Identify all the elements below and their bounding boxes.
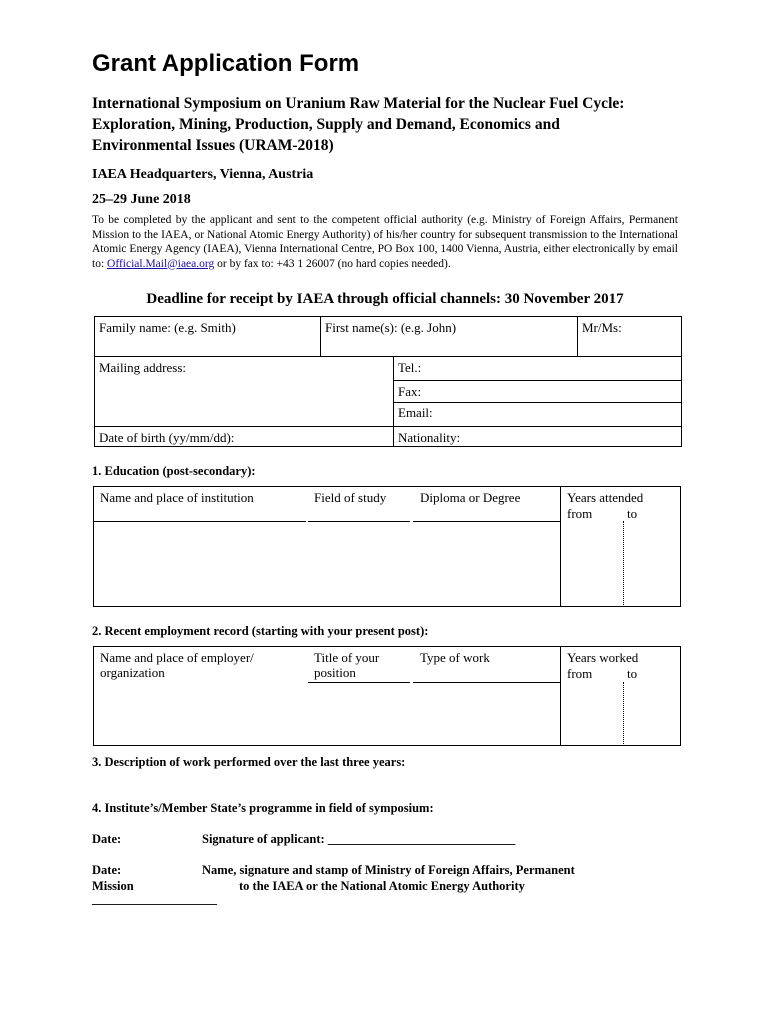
venue: IAEA Headquarters, Vienna, Austria bbox=[92, 167, 314, 182]
authority-signature-line[interactable]: ____________________ bbox=[92, 892, 217, 906]
work-description-heading: 3. Description of work performed over the last three years: bbox=[92, 755, 406, 769]
tel-field[interactable]: Tel.: bbox=[398, 360, 422, 375]
applicant-signature-line[interactable]: Signature of applicant: ______________________________ bbox=[202, 832, 516, 846]
col-field-of-study: Field of study bbox=[314, 490, 387, 505]
education-heading: 1. Education (post-secondary): bbox=[92, 464, 256, 478]
nationality-field[interactable]: Nationality: bbox=[398, 430, 461, 445]
deadline-notice: Deadline for receipt by IAEA through official channels: 30 November 2017 bbox=[146, 291, 624, 307]
authority-signature-label: Name, signature and stamp of Ministry of Foreign Affairs, Permanent bbox=[202, 863, 575, 877]
first-name-field[interactable]: First name(s): (e.g. John) bbox=[325, 320, 457, 335]
programme-heading: 4. Institute’s/Member State’s programme in field of symposium: bbox=[92, 801, 434, 815]
col-employer: Name and place of employer/ organization bbox=[100, 650, 254, 680]
email-field[interactable]: Email: bbox=[398, 405, 433, 420]
col-institution: Name and place of institution bbox=[100, 490, 254, 505]
col-from: from bbox=[567, 506, 593, 521]
mission-label: Mission bbox=[92, 879, 134, 893]
col-from: from bbox=[567, 666, 593, 681]
dob-field[interactable]: Date of birth (yy/mm/dd): bbox=[99, 430, 235, 445]
col-to: to bbox=[627, 506, 638, 521]
fax-field[interactable]: Fax: bbox=[398, 384, 422, 399]
symposium-title: International Symposium on Uranium Raw Material for the Nuclear Fuel Cycle: Exploration, Mining, Production, Supply and Demand, Economics and Environmental Issues (URAM-2018) bbox=[92, 95, 625, 154]
mr-ms-field[interactable]: Mr/Ms: bbox=[582, 320, 622, 335]
instructions-text-start: To be completed by the applicant and sent to the competent official authority (e.g. Ministry of Foreign Affairs, Permanent Mission to the IAEA, or National Atomic Energy Authority) of his/her country for subsequent transmission to the International Atomic Energy Agency (IAEA), Vienna International Centre, PO Box 100, 1400 Vienna, Austria, either electronically by email to: bbox=[92, 214, 678, 270]
symposium-dates: 25–29 June 2018 bbox=[92, 192, 191, 207]
col-to: to bbox=[627, 666, 638, 681]
employment-heading: 2. Recent employment record (starting with your present post): bbox=[92, 624, 429, 638]
col-position: Title of your position bbox=[314, 650, 380, 680]
official-mail-link[interactable]: Official.Mail@iaea.org bbox=[107, 257, 215, 270]
date-label: Date: bbox=[92, 863, 122, 877]
form-title: Grant Application Form bbox=[92, 50, 360, 77]
authority-signature-label-2: to the IAEA or the National Atomic Energy Authority bbox=[239, 879, 525, 893]
instructions-text-end: or by fax to: +43 1 26007 (no hard copies needed). bbox=[214, 257, 451, 270]
col-diploma: Diploma or Degree bbox=[420, 490, 521, 505]
mailing-address-field[interactable]: Mailing address: bbox=[99, 360, 187, 375]
date-label: Date: bbox=[92, 832, 122, 846]
col-years-attended: Years attended bbox=[567, 490, 644, 505]
instructions-paragraph bbox=[92, 213, 678, 271]
col-type-of-work: Type of work bbox=[420, 650, 490, 665]
family-name-field[interactable]: Family name: (e.g. Smith) bbox=[99, 320, 236, 335]
col-years-worked: Years worked bbox=[567, 650, 639, 665]
